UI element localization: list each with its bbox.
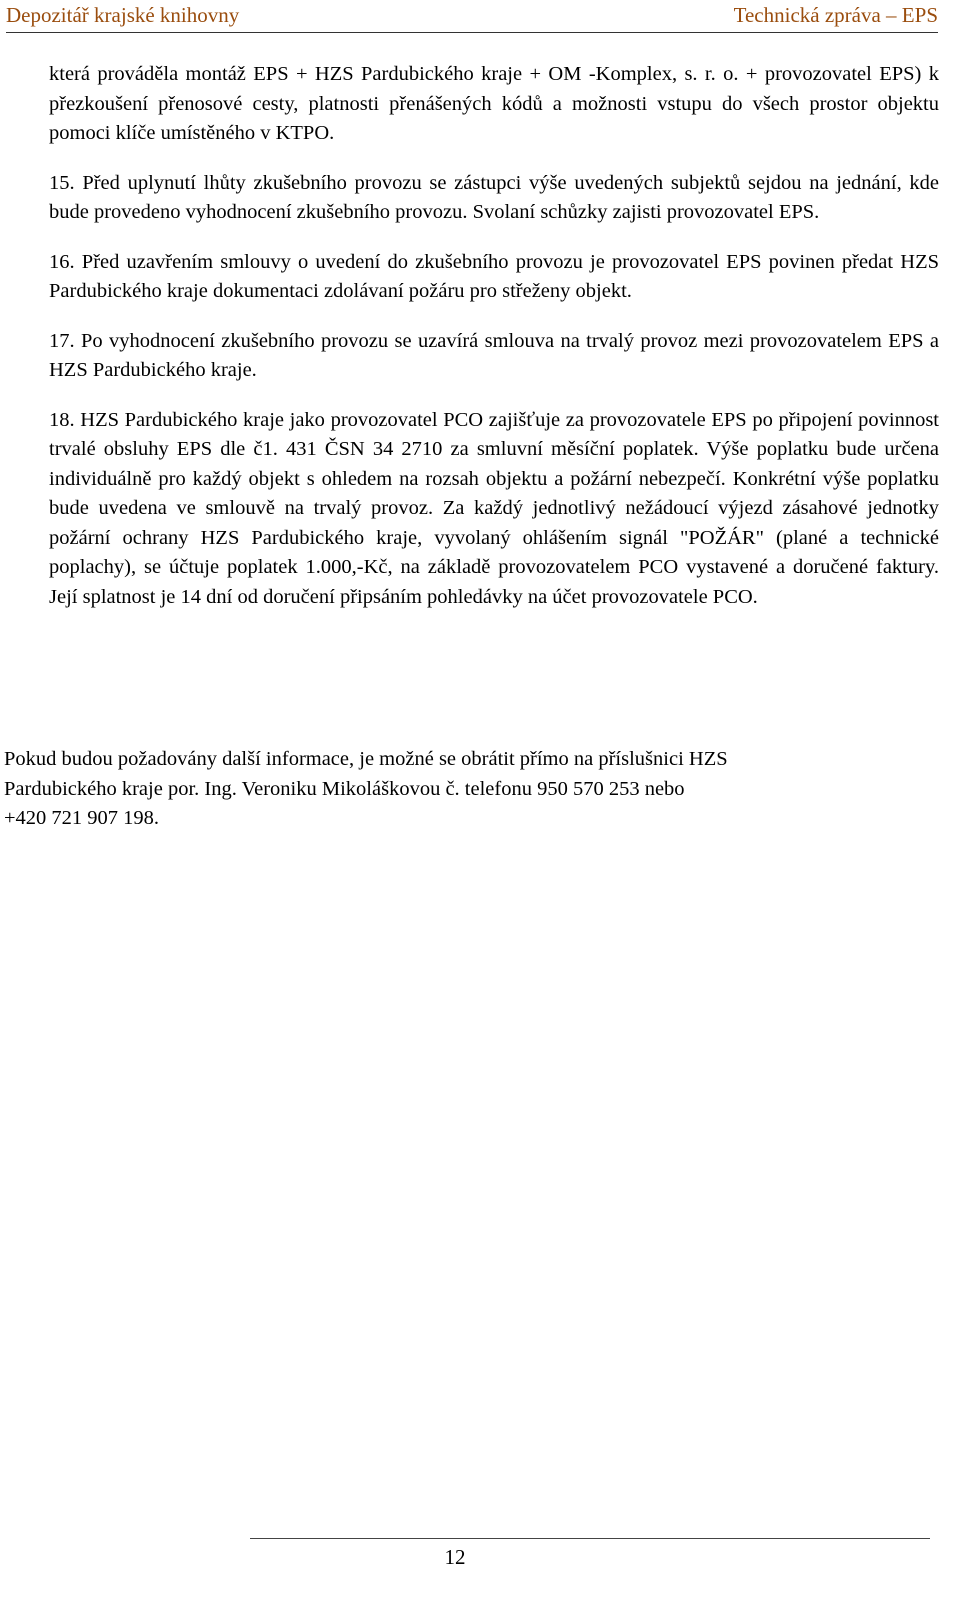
item-text: Po vyhodnocení zkušebního provozu se uzavírá smlouva na trvalý provoz mezi provozovatelem EPS a HZS Pardubického kraje.	[49, 329, 939, 381]
item-number: 17.	[49, 329, 75, 352]
page-number: 12	[444, 1545, 466, 1569]
header-section-title: Technická zpráva – EPS	[733, 3, 938, 27]
page-header	[6, 2, 938, 33]
item-text: HZS Pardubického kraje jako provozovatel PCO zajišťuje za provozovatele EPS po připojení povinnost trvalé obsluhy EPS dle č1. 431 ČSN 34 2710 za smluvní měsíční poplatek. Výše poplatku bude určena individuálně pro každý objekt s ohledem na rozsah objektu a požární nebezpečí. Konkrétní výše poplatku bude uvedena ve smlouvě na trvalý provoz. Za každý jednotlivý nežádoucí výjezd zásahové jednotky požární ochrany HZS Pardubického kraje, vyvolaný ohlášením signál "POŽÁR" (plané a technické poplachy), se účtuje poplatek 1.000,-Kč, na základě provozovatelem PCO vystavené a doručené faktury. Její splatnost je 14 dní od doručení připsáním pohledávky na účet provozovatele PCO.	[49, 408, 940, 608]
item-text: Před uzavřením smlouvy o uvedení do zkušebního provozu je provozovatel EPS povinen předat HZS Pardubického kraje dokumentaci zdolávaní požáru pro střeženy objekt.	[49, 250, 939, 302]
item-text: Před uplynutí lhůty zkušebního provozu se zástupci výše uvedených subjektů sejdou na jednání, kde bude provedeno vyhodnocení zkušebního provozu. Svolaní schůzky zajisti provozovatel EPS.	[49, 171, 939, 223]
list-item-17	[49, 327, 939, 386]
footer-divider	[250, 1538, 930, 1539]
item-number: 18.	[49, 408, 75, 431]
list-item-18	[49, 406, 939, 613]
header-document-title: Depozitář krajské knihovny	[6, 3, 240, 27]
list-item-16	[49, 248, 939, 307]
closing-line-2: Pardubického kraje por. Ing. Veroniku Mikoláškovou č. telefonu 950 570 253 nebo	[4, 777, 685, 800]
item-number: 16.	[49, 250, 75, 273]
continuation-paragraph: která prováděla montáž EPS + HZS Pardubického kraje + OM -Komplex, s. r. o. + provozovatel EPS) k přezkoušení přenosové cesty, platnosti přenášených kódů a možnosti vstupu do všech prostor objektu pomoci klíče umístěného v KTPO.	[49, 63, 939, 144]
closing-line-1: Pokud budou požadovány další informace, je možné se obrátit přímo na příslušnici HZS	[4, 748, 728, 770]
item-number: 15.	[49, 171, 75, 194]
list-item-15	[49, 169, 939, 228]
closing-line-3: +420 721 907 198.	[4, 807, 160, 829]
closing-note	[4, 745, 884, 834]
document-body	[49, 60, 939, 612]
